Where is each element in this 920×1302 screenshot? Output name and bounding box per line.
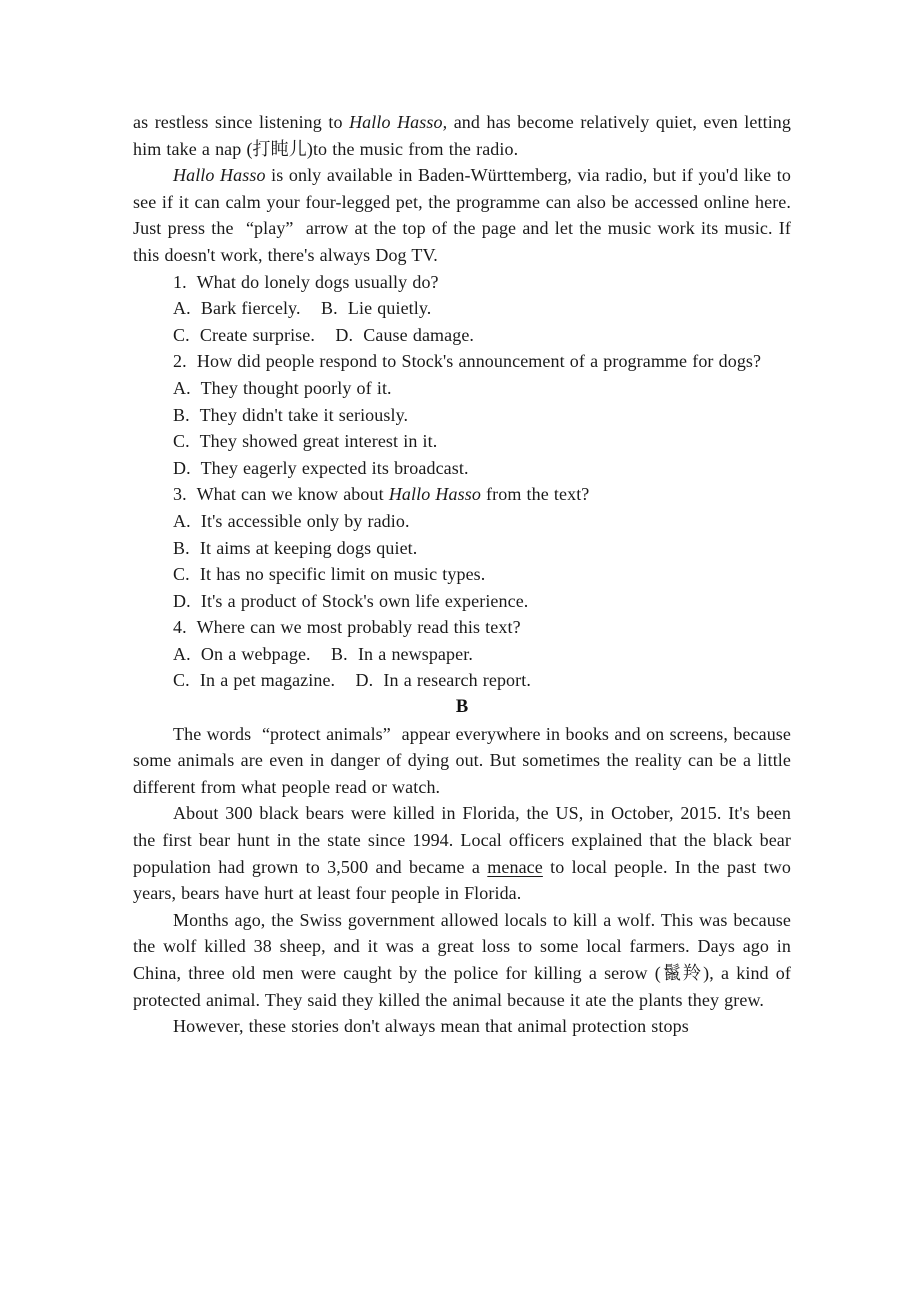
- question-3-option-c: [133, 561, 791, 588]
- text-run: Months ago, the Swiss government allowed locals to kill a wolf. This was because the wolf killed 38 sheep, and it was a great loss to some local farmers. Days ago in China, three old men were caught by the police for killing a serow (鬣羚), a kind of protected animal. They said they killed the animal because it ate the plants they grew.: [133, 909, 791, 1010]
- text-run: The words “protect animals” appear everywhere in books and on screens, because some animals are even in danger of dying out. But sometimes the reality can be a little different from what people read or watch.: [133, 723, 791, 797]
- question-2-option-b: [133, 402, 791, 429]
- text-run: About 300 black bears were killed in Florida, the US, in October, 2015. It's been the first bear hunt in the state since 1994. Local officers explained that the black bear population had grown to 3,500 and became a: [133, 803, 791, 877]
- text-run: C. Create surprise. D. Cause damage.: [173, 324, 475, 345]
- text-run: 2. How did people respond to Stock's announcement of a programme for dogs?: [173, 351, 762, 372]
- text-run: from the text?: [480, 484, 590, 505]
- text-run: and has become relatively quiet, even letting him take a nap (打盹儿)to the music from the radio.: [133, 112, 791, 159]
- question-4: [133, 614, 791, 641]
- text-run: 4. Where can we most probably read this text?: [173, 617, 521, 638]
- text-run: A. On a webpage. B. In a newspaper.: [173, 643, 473, 664]
- passage-b-paragraph-1: [133, 721, 791, 801]
- text-run: B. It aims at keeping dogs quiet.: [173, 537, 418, 558]
- question-2: [133, 348, 791, 375]
- passage-a-paragraph-2: [133, 162, 791, 268]
- passage-b-paragraph-4: [133, 1013, 791, 1040]
- text-run: D. They eagerly expected its broadcast.: [173, 457, 469, 478]
- text-run: C. It has no specific limit on music types.: [173, 564, 486, 585]
- text-run: is only available in Baden-Württemberg, via radio, but if you'd like to see if it can calm your four-legged pet, the programme can also be accessed online here. Just press the “play” arrow at the top of the page and let the music work its music. If this doesn't work, there's always Dog TV.: [133, 165, 791, 265]
- text-run: A. Bark fiercely. B. Lie quietly.: [173, 298, 432, 319]
- text-run: 3. What can we know about: [173, 484, 389, 505]
- italic-text-run: Hallo Hasso,: [349, 112, 448, 132]
- passage-b-paragraph-3: [133, 907, 791, 1013]
- text-run: C. They showed great interest in it.: [173, 431, 438, 452]
- text-run: A. They thought poorly of it.: [173, 377, 392, 398]
- question-1: [133, 269, 791, 296]
- question-4-options-cd: [133, 667, 791, 694]
- italic-text-run: Hallo Hasso: [388, 484, 481, 505]
- text-run: 1. What do lonely dogs usually do?: [173, 271, 439, 292]
- passage-a-paragraph-1: [133, 109, 791, 162]
- question-3-option-a: [133, 508, 791, 535]
- document-body: [133, 109, 791, 1040]
- question-3-option-b: [133, 535, 791, 562]
- question-2-option-a: [133, 375, 791, 402]
- question-2-option-c: [133, 428, 791, 455]
- question-1-options-ab: [133, 295, 791, 322]
- question-4-options-ab: [133, 641, 791, 668]
- question-1-options-cd: [133, 322, 791, 349]
- text-run: D. It's a product of Stock's own life experience.: [173, 590, 529, 611]
- text-run: A. It's accessible only by radio.: [173, 510, 410, 531]
- text-run: B. They didn't take it seriously.: [173, 404, 409, 425]
- text-run: to local people. In the past two years, bears have hurt at least four people in Florida.: [133, 856, 791, 904]
- section-b-heading: B: [455, 697, 469, 718]
- question-2-option-d: [133, 455, 791, 482]
- text-run: C. In a pet magazine. D. In a research report.: [173, 670, 531, 691]
- question-3: [133, 481, 791, 508]
- underlined-word: menace: [487, 856, 543, 877]
- question-3-option-d: [133, 588, 791, 615]
- text-run: However, these stories don't always mean that animal protection stops: [173, 1016, 689, 1037]
- italic-text-run: Hallo Hasso: [173, 165, 266, 186]
- text-run: as restless since listening to: [133, 112, 350, 132]
- passage-b-paragraph-2: [133, 800, 791, 906]
